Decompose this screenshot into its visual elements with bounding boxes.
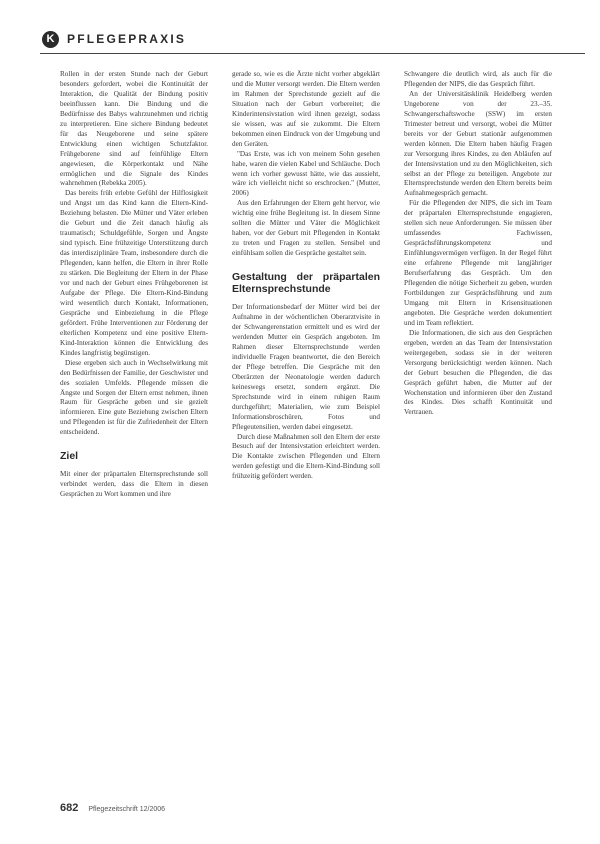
column-1 [60, 70, 208, 810]
quote-paragraph: "Das Erste, was ich von meinem Sohn gesehen habe, waren die vielen Kabel und Schläuche. Doch wenn ich vorher gewusst hätte, wie das aussieht, wäre ich vielleicht nicht so erschrocken." (Mutter, 2006) [232, 149, 380, 198]
paragraph: gerade so, wie es die Ärzte nicht vorher abgeklärt und die Mutter versorgt werden. Die Eltern werden im Rahmen der Sprechstunde gezielt auf die Situation nach der Geburt vorbereitet; die Kinderintensivstation wird ihnen gezeigt, sodass sie wissen, was auf sie zukommt. Die Eltern bekommen einen Eindruck von der Umgebung und den Geräten. [232, 70, 380, 148]
section-header [42, 28, 186, 50]
paragraph: Aus den Erfahrungen der Eltern geht hervor, wie wichtig eine frühe Begleitung ist. In diesem Sinne sollten die Mütter und Väter die Möglichkeit haben, vor der Geburt mit Pflegenden in Kontakt zu treten und Fragen zu stellen. Sensibel und einfühlsam sollen die Gespräche gestaltet sein. [232, 199, 380, 258]
section-badge: K [42, 31, 59, 48]
paragraph: Rollen in der ersten Stunde nach der Geburt besonders gefordert, wobei die Kontinuität der Interaktion, die Qualität der Bindung positiv beeinflussen kann. Die Bindung und die Bedürfnisse des Babys wahrzunehmen und richtig zu interpretieren. Eine sichere Bindung bedeutet für das Neugeborene und seine spätere Entwicklung einen wichtigen Schutzfaktor. Frühgeborene sind auf feinfühlige Eltern angewiesen, die Körperkontakt und Nähe ermöglichen und die Signale des Kindes wahrnehmen (Rebekka 2005). [60, 70, 208, 188]
journal-citation: Pflegezeitschrift 12/2006 [88, 806, 166, 813]
paragraph: Das bereits früh erlebte Gefühl der Hilflosigkeit und Angst um das Kind kann die Eltern-Kind-Beziehung belasten. Die Mütter und Väter erleben die Geburt und die Zeit danach häufig als traumatisch; Schuldgefühle, Sorgen und Ängste sind typisch. Eine frühzeitige Unterstützung durch das interdisziplinäre Team, insbesondere durch die Pflegenden, kann helfen, die Eltern in ihrer Rolle zu stärken. Die Begleitung der Eltern in der Phase vor und nach der Geburt eines Frühgeborenen ist Aufgabe der Pflege. Die Eltern-Kind-Bindung wird wesentlich durch Kontakt, Informationen, Gespräche und Einbeziehung in die Pflege gefördert. Frühe Interventionen zur Förderung der elterlichen Kompetenz und eine positive Eltern-Kind-Interaktion können die Entwicklung des Kindes langfristig begünstigen. [60, 189, 208, 357]
paragraph: Die Informationen, die sich aus den Gesprächen ergeben, werden an das Team der Intensivstation weitergegeben, sodass sie in der weiteren Versorgung berücksichtigt werden können. Nach der Geburt besuchen die Pflegenden, die das Gespräch geführt haben, die Mutter auf der Wochenstation und informieren über den Zustand des Kindes. Dies schafft Kontinuität und Vertrauen. [404, 328, 552, 417]
column-3 [404, 70, 552, 810]
paragraph: An der Universitätsklinik Heidelberg werden Ungeborene von der 23.–35. Schwangerschaftswoche (SSW) im ersten Trimester betreut und versorgt, wobei die Mütter bereits vor der Geburt stationär aufgenommen werden können. Die Eltern haben häufig Fragen zur Versorgung ihres Kindes, zu den Abläufen auf der Intensivstation und zu den Möglichkeiten, sich selbst an der Pflege zu beteiligen. Angebote zur Elternsprechstunde werden den Eltern bereits beim Aufnahmegespräch gemacht. [404, 89, 552, 198]
section-heading-ziel: Ziel [60, 450, 79, 463]
column-2 [232, 70, 380, 810]
paragraph: Für die Pflegenden der NIPS, die sich im Team der präpartalen Elternsprechstunde engagieren, stellen sich neue Anforderungen. Sie müssen über umfassendes Fachwissen, Gesprächsführungskompetenz und Einfühlungsvermögen verfügen. In der Regel führt eine erfahrene Pflegende mit langjähriger Berufserfahrung das Gespräch. Um den Pflegenden die nötige Sicherheit zu geben, wurden Fortbildungen zur Gesprächsführung und zum Umgang mit Eltern in Krisensituationen angeboten. Die Gespräche werden dokumentiert und im Team reflektiert. [404, 199, 552, 327]
page-number: 682 [60, 802, 79, 814]
paragraph: Diese ergeben sich auch in Wechselwirkung mit den Bedürfnissen der Familie, der Geschwister und des sozialen Umfelds. Pflegende müssen die Ängste und Sorgen der Eltern ernst nehmen, ihnen Raum für Gespräche geben und sie gezielt informieren. Eine gute Beziehung zwischen Eltern und Pflegenden ist für die Zufriedenheit der Eltern entscheidend. [60, 358, 208, 437]
section-title: PFLEGEPRAXIS [67, 32, 187, 46]
paragraph: Durch diese Maßnahmen soll den Eltern der erste Besuch auf der Intensivstation erleichtert werden. Die Kontakte zwischen Pflegenden und Eltern werden gefestigt und die Eltern-Kind-Bindung soll frühzeitig gefördert werden. [232, 432, 380, 481]
paragraph: Schwangere die deutlich wird, als auch für die Pflegenden der NIPS, die das Gespräch führt. [404, 70, 552, 88]
section-heading-gestaltung: Gestaltung der präpartalen Elternsprechstunde [232, 271, 380, 296]
paragraph: Der Informationsbedarf der Mütter wird bei der Aufnahme in der wöchentlichen Oberarztvisite in der Schwangerenstation ermittelt und es wird der werdenden Mutter ein Gespräch angeboten. Im Rahmen dieser Elternsprechstunde werden individuelle Fragen beantwortet, die den Bereich der Pflege betreffen. Die Gespräche mit den Oberärzten der Neonatologie werden dadurch keineswegs ersetzt, sondern ergänzt. Die Sprechstunde wird in einem ruhigen Raum durchgeführt; Materialien, wie zum Beispiel Informationsbroschüren, Fotos und Pflegeutensilien, werden dabei eingesetzt. [232, 303, 380, 431]
paragraph: Mit einer der präpartalen Elternsprechstunde soll verbindet werden, dass die Eltern in diesen Gesprächen zu Wort kommen und ihre [60, 470, 208, 499]
page-footer [60, 802, 165, 814]
header-rule [40, 53, 585, 54]
